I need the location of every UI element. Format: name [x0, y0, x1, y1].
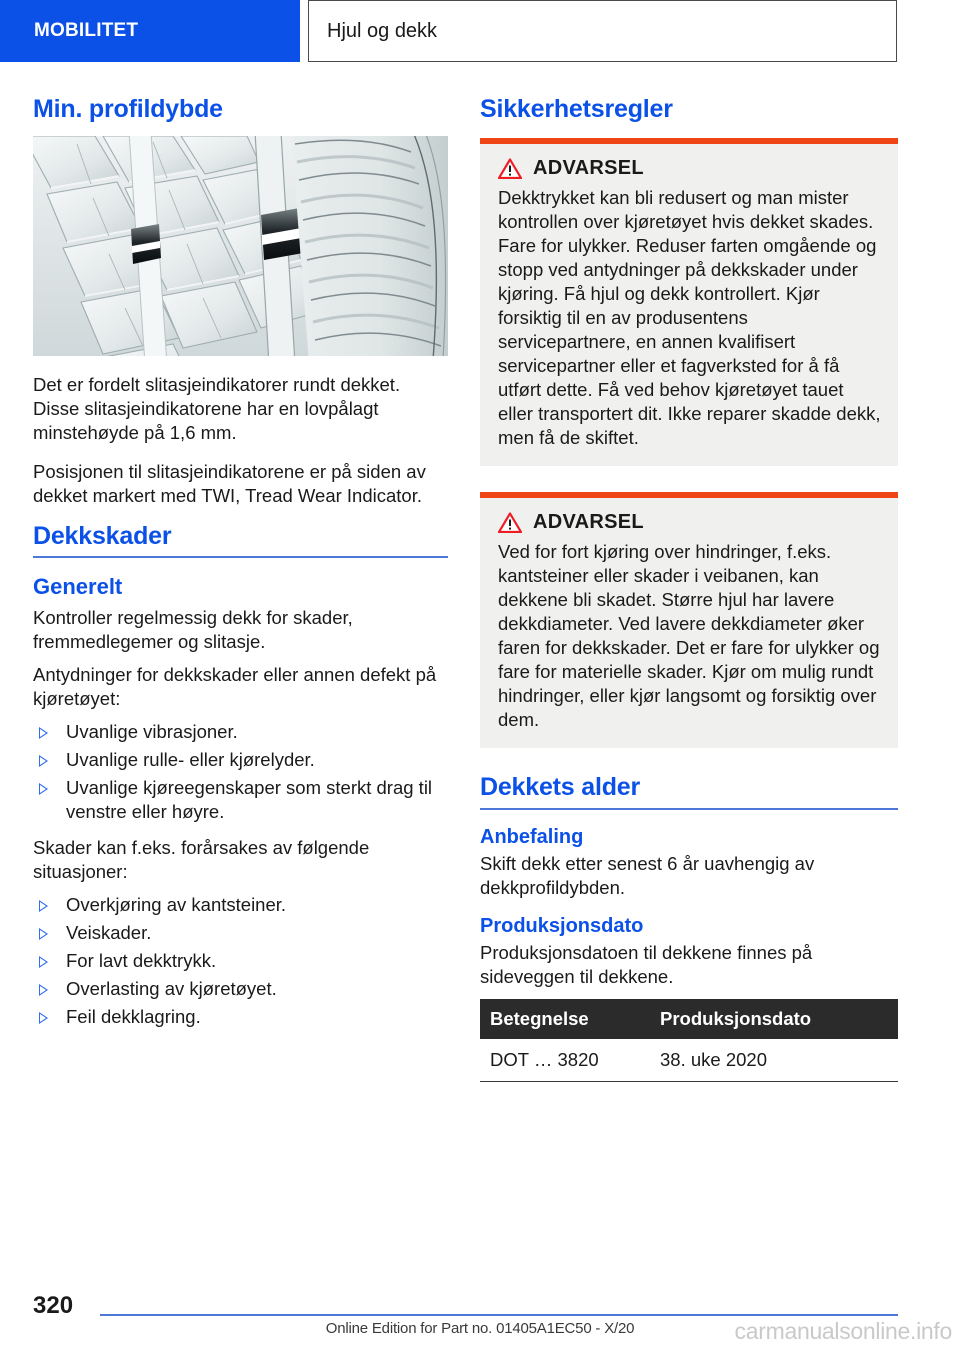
- topic-label: Hjul og dekk: [327, 19, 438, 42]
- warning-header: [480, 144, 898, 186]
- paragraph-anbefaling: Skift dekk etter senest 6 år uavhengig av dekkprofildybden.: [480, 852, 815, 898]
- column-header-betegnelse: Betegnelse: [480, 999, 650, 1039]
- list-item: [33, 1005, 448, 1029]
- list-item-label: Uvanlige kjøreegenskaper som sterkt drag til venstre eller høyre.: [66, 776, 433, 822]
- paragraph-twi-position: Posisjonen til slitasjeindikatorene er på siden av dekket markert med TWI, Tread Wear Indicator.: [33, 460, 426, 506]
- table-row: [480, 1039, 898, 1082]
- paragraph-tread-indicators: Det er fordelt slitasjeindikatorer rundt dekket. Disse slitasjeindikatorene har en lovpålagt minstehøyde på 1,6 mm.: [33, 373, 401, 443]
- heading-min-profildybde: Min. profildybde: [33, 95, 223, 123]
- list-item: [33, 977, 448, 1001]
- page-footer: [0, 1282, 960, 1362]
- list-item: [33, 748, 448, 772]
- triangle-bullet-icon: [39, 783, 48, 795]
- damage-causes-list: [33, 893, 448, 1029]
- list-item: [33, 893, 448, 917]
- subheading-anbefaling: Anbefaling: [480, 825, 584, 848]
- list-item-label: Overlasting av kjøretøyet.: [66, 978, 277, 1000]
- list-item-label: Uvanlige rulle- eller kjørelyder.: [66, 748, 315, 770]
- footer-rule: [100, 1314, 898, 1316]
- list-item: [33, 949, 448, 973]
- triangle-bullet-icon: [39, 900, 48, 912]
- warning-triangle-icon: [498, 512, 522, 533]
- list-item: [33, 776, 448, 824]
- column-header-produksjonsdato: Produksjonsdato: [650, 999, 898, 1039]
- warning-text: Ved for fort kjøring over hindringer, f.eks. kantsteiner eller skader i veibanen, kan dekkene bli skadet. Større hjul har lavere dekkdiameter. Ved lavere dekkdiameter øker faren for dekkskader. Det er fare for ulykker og fare for materielle skader. Kjør om mulig rundt hindringer, eller kjør langsomt og forsiktig over dem.: [498, 541, 880, 731]
- heading-dekkskader: Dekkskader: [33, 521, 172, 550]
- list-item: [33, 921, 448, 945]
- triangle-bullet-icon: [39, 984, 48, 996]
- triangle-bullet-icon: [39, 928, 48, 940]
- warning-title: ADVARSEL: [533, 511, 644, 534]
- page-number: 320: [33, 1292, 74, 1319]
- site-watermark: carmanualsonline.info: [734, 1318, 952, 1344]
- paragraph-generelt-intro: Kontroller regelmessig dekk for skader, fremmedlegemer og slitasje.: [33, 606, 353, 652]
- warning-triangle-icon: [498, 158, 522, 179]
- table-header-row: [480, 999, 898, 1039]
- subheading-produksjonsdato: Produksjonsdato: [480, 914, 644, 937]
- triangle-bullet-icon: [39, 755, 48, 767]
- subheading-generelt: Generelt: [33, 574, 123, 600]
- section-tab-label: MOBILITET: [34, 20, 139, 41]
- warning-text: Dekktrykket kan bli redusert og man mister kontrollen over kjøretøyet hvis dekket skades. Fare for ulykker. Reduser farten omgående og stopp ved antydninger på dekkskader under kjøring. Få hjul og dekk kontrollert. Kjør forsiktig til en av produsentens servicepartnere, en annen kvalifisert servicepartner eller et fagverksted for å få utført dette. Få ved behov kjøretøyet tauet eller transportert dit. Ikke reparer skadde dekk, men få de skiftet.: [498, 186, 881, 448]
- warning-box: [480, 138, 898, 467]
- heading-rule: [480, 808, 898, 810]
- triangle-bullet-icon: [39, 1012, 48, 1024]
- edition-note: Online Edition for Part no. 01405A1EC50 - X/20: [325, 1320, 635, 1337]
- heading-rule: [33, 556, 448, 558]
- right-column: [480, 96, 898, 1082]
- list-item-label: Feil dekklagring.: [66, 1006, 201, 1028]
- page-header: [0, 0, 960, 64]
- warning-box: [480, 492, 898, 748]
- heading-sikkerhetsregler: Sikkerhetsregler: [480, 95, 673, 123]
- production-date-table: [480, 999, 898, 1082]
- tire-tread-wear-indicator-illustration: [33, 136, 448, 356]
- cell-betegnelse: DOT … 3820: [480, 1039, 650, 1082]
- cell-produksjonsdato: 38. uke 2020: [650, 1039, 898, 1082]
- section-tab: [0, 0, 300, 62]
- warning-title: ADVARSEL: [533, 156, 644, 179]
- warning-header: [480, 498, 898, 540]
- topic-box: [308, 0, 897, 62]
- heading-dekkets-alder: Dekkets alder: [480, 773, 640, 802]
- paragraph-list2-intro: Skader kan f.eks. forårsakes av følgende situasjoner:: [33, 836, 370, 882]
- left-column: [33, 96, 448, 1041]
- paragraph-produksjonsdato: Produksjonsdatoen til dekkene finnes på sideveggen til dekkene.: [480, 941, 813, 988]
- triangle-bullet-icon: [39, 956, 48, 968]
- triangle-bullet-icon: [39, 727, 48, 739]
- list-item-label: Veiskader.: [66, 922, 152, 944]
- list-item-label: Overkjøring av kantsteiner.: [66, 894, 287, 915]
- list-item-label: For lavt dekktrykk.: [66, 950, 217, 972]
- paragraph-list1-intro: Antydninger for dekkskader eller annen defekt på kjøretøyet:: [33, 663, 437, 709]
- damage-signs-list: [33, 720, 448, 824]
- list-item-label: Uvanlige vibrasjoner.: [66, 720, 238, 742]
- list-item: [33, 720, 448, 744]
